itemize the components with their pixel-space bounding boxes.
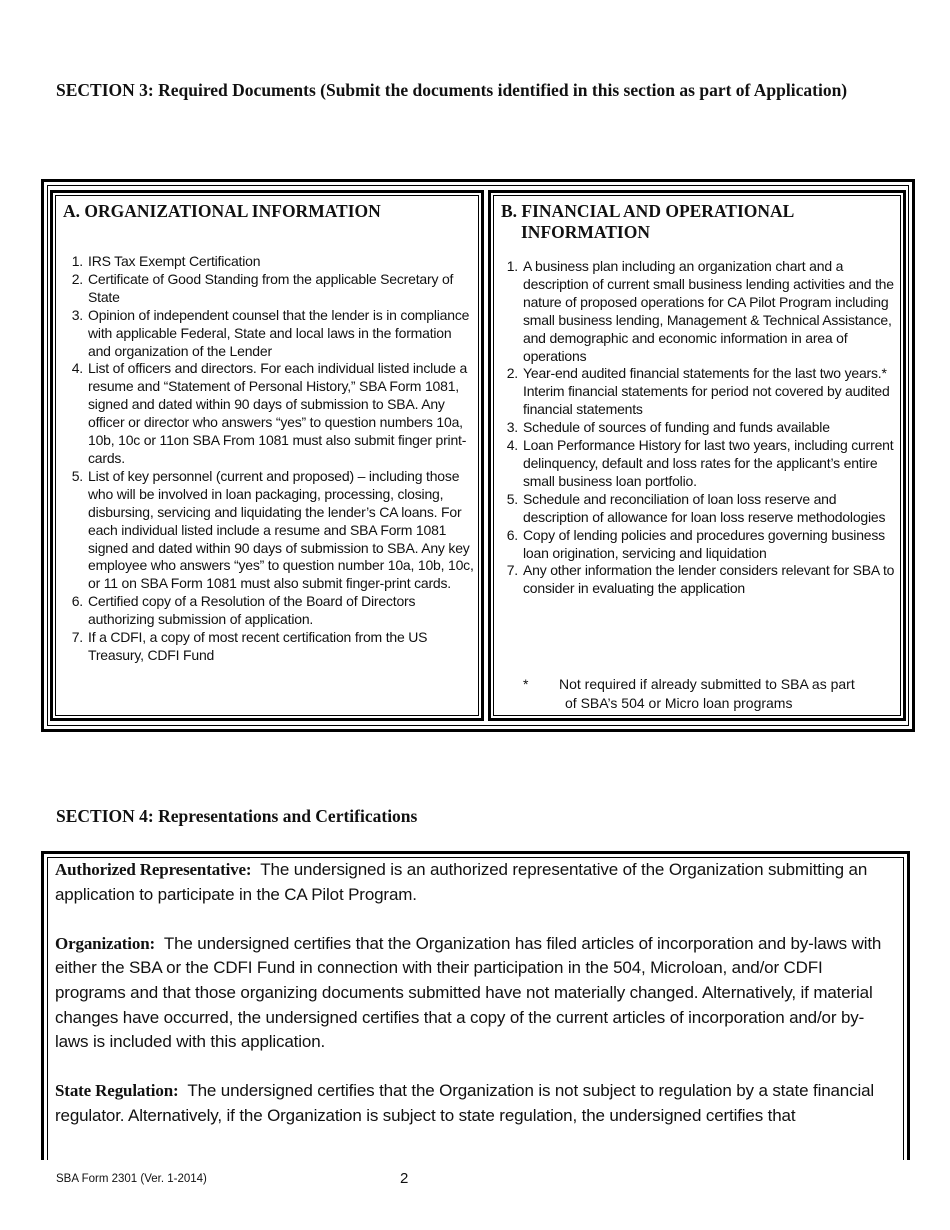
- list-item-number: 3.: [71, 306, 83, 323]
- list-item-text: IRS Tax Exempt Certification: [88, 253, 261, 269]
- footnote-line-1: Not required if already submitted to SBA as part: [559, 676, 855, 692]
- list-item-number: 2.: [506, 365, 518, 382]
- list-item-number: 1.: [506, 258, 518, 274]
- list-item-text: Schedule and reconciliation of loan loss reserve and description of allowance for loan loss reserve methodologies: [523, 490, 886, 525]
- list-item-text: Loan Performance History for last two years, including current delinquency, default and loss rates for the applicant’s entire small business loan portfolio.: [523, 437, 894, 489]
- list-item-number: 7.: [71, 629, 83, 646]
- list-item-number: 6.: [506, 526, 518, 543]
- footnote: [523, 675, 855, 712]
- list-item: [61, 253, 477, 271]
- organizational-information-column: [50, 190, 484, 721]
- list-item-text: Schedule of sources of funding and funds available: [523, 419, 830, 436]
- list-item-text: Opinion of independent counsel that the lender is in compliance with applicable Federal, State and local laws in the formation and organization of the Lender: [88, 306, 470, 359]
- list-item: [496, 562, 901, 598]
- list-item: [61, 271, 477, 307]
- form-identifier: SBA Form 2301 (Ver. 1-2014): [56, 1173, 207, 1185]
- list-item: [496, 437, 901, 491]
- section-3-title: SECTION 3: Required Documents (Submit the documents identified in this section as part of Application): [56, 80, 848, 100]
- state-regulation-paragraph: State Regulation: The undersigned certifies that the Organization is not subject to regulation by a state financial regulator. Alternatively, if the Organization is subject to state regulation, the undersigned certifies that: [55, 1081, 875, 1125]
- list-item-number: 1.: [71, 253, 83, 269]
- list-item-text: List of officers and directors. For each individual listed include a resume and “Statement of Personal History,” SBA Form 1081, signed and dated within 90 days of submission to SBA. Any officer or director who answers “yes” to question numbers 10a, 10b, 10c or 11on SBA From 1081 must also submit finger print-cards.: [88, 360, 468, 466]
- list-item: [496, 419, 901, 437]
- list-item-text: List of key personnel (current and proposed) – including those who will be involved in loan packaging, processing, closing, disbursing, servicing and liquidating the lender’s CA loans. For each individual listed include a resume and SBA Form 1081 signed and dated within 90 days of submission to SBA. Any key employee who answers “yes” to question number 10a, 10b, 10c, or 11 on SBA Form 1081 must also submit finger-print cards.: [88, 467, 474, 592]
- representations-text: [55, 858, 897, 1153]
- list-item-number: 4.: [71, 360, 83, 377]
- section-4-title: SECTION 4: Representations and Certifications: [56, 806, 418, 826]
- list-item-number: 5.: [71, 467, 83, 484]
- list-item: [61, 629, 477, 665]
- list-item-number: 6.: [71, 593, 83, 610]
- footnote-line-2: of SBA’s 504 or Micro loan programs: [565, 694, 793, 711]
- list-item-number: 2.: [71, 270, 83, 287]
- list-item-text: If a CDFI, a copy of most recent certification from the US Treasury, CDFI Fund: [88, 629, 428, 663]
- list-item: [496, 491, 901, 527]
- list-item: [61, 307, 477, 361]
- list-item: [496, 527, 901, 563]
- list-item: [61, 360, 477, 467]
- list-item-text: Year-end audited financial statements for the last two years.* Interim financial statements for period not covered by audited financial statements: [523, 365, 890, 418]
- list-item-text: A business plan including an organization chart and a description of current small business lending activities and the nature of proposed operations for CA Pilot Program including small business lending, Management & Technical Assistance, and demographic and economic information in area of operations: [523, 258, 894, 364]
- required-documents-table: [41, 179, 915, 732]
- list-item-text: Copy of lending policies and procedures governing business loan origination, servicing and liquidation: [523, 526, 885, 561]
- organizational-information-heading: A. ORGANIZATIONAL INFORMATION: [63, 201, 381, 221]
- page-footer: [0, 1160, 950, 1230]
- list-item-number: 7.: [506, 562, 518, 579]
- financial-operational-column: [488, 190, 906, 721]
- list-item-number: 5.: [506, 490, 518, 507]
- authorized-representative-paragraph: Authorized Representative: The undersigned is an authorized representative of the Organization submitting an application to participate in the CA Pilot Program.: [55, 860, 868, 904]
- financial-operational-heading: B. FINANCIAL AND OPERATIONAL INFORMATION: [501, 201, 794, 242]
- list-item-text: Any other information the lender considers relevant for SBA to consider in evaluating the application: [523, 562, 895, 597]
- list-item-number: 4.: [506, 437, 518, 454]
- list-item: [496, 258, 901, 365]
- list-item: [61, 468, 477, 593]
- list-item-text: Certificate of Good Standing from the applicable Secretary of State: [88, 270, 454, 305]
- organizational-documents-list: [61, 253, 477, 665]
- list-item-text: Certified copy of a Resolution of the Board of Directors authorizing submission of application.: [88, 593, 416, 628]
- financial-documents-list: [496, 258, 901, 598]
- list-item: [496, 365, 901, 419]
- footnote-asterisk: *: [523, 676, 529, 692]
- list-item-number: 3.: [506, 419, 518, 436]
- list-item: [61, 593, 477, 629]
- organization-paragraph: Organization: The undersigned certifies that the Organization has filed articles of incorporation and by-laws with either the SBA or the CDFI Fund in connection with their participation in the 504, Microloan, and/or CDFI programs and that those organizing documents submitted have not materially changed. Alternatively, if material changes have occurred, the undersigned certifies that a copy of the current articles of incorporation and/or by-laws is included with this application.: [55, 933, 882, 1052]
- page-number: 2: [400, 1170, 409, 1187]
